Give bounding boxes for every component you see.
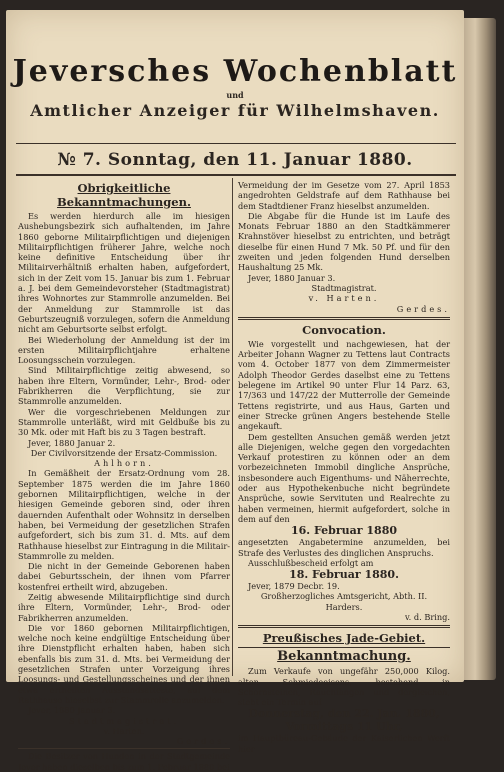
paragraph: angesetzten Angabetermine anzumelden, bei Strafe des Verlustes des dinglichen Anspruchs. (238, 537, 450, 558)
masthead-und: und (226, 90, 244, 100)
date-highlight: Donnerstag, den 22. Jan. 1880, (248, 707, 440, 721)
dateline: Jever, 1879 Decbr. 19. (248, 581, 340, 592)
time-highlight: Vormittags 11 Uhr, (285, 720, 403, 734)
paragraph: Zeitig abwesende Militairpflichtige sind durch ihre Eltern, Vormünder, Lehr-, Brod- oder Fabrikherren anzumelden. (18, 591, 230, 623)
signature-name-2: Gerdes. (176, 736, 230, 747)
signature: Der Civilvorsitzende der Ersatz-Commission. (30, 447, 218, 458)
section-heading: Convocation. (302, 322, 386, 337)
dateline: Jever, 1880 Januar 3. (248, 272, 336, 283)
signature-name: Ahlhorn. (94, 458, 154, 469)
signature: Großherzogliches Amtsgericht, Abth. II. (260, 591, 428, 602)
paragraph: Es werden hierdurch alle im hiesigen Aushebungsbezirk sich aufhaltenden, im Jahre 1860 geborne Militairpflichtigen und diejenigen Militairpflichtigen früherer Jahre, welche noch keine definitive Entscheidung über ihr Militairverhältniß erhalten haben, aufgefordert, sich in der Zeit vom 15. Januar bis zum 1. Februar a. J. bei dem Gemeindevorsteher (Stadtmagistrat) ihres Wohnortes zur Stammrolle anzumelden. Bei der Anmeldung zur Stammrolle ist das Geburtszeugniß vorzulegen, sofern die Anmeldung nicht am Geburtsorte selbst erfolgt. (18, 211, 230, 335)
masthead-title: Jeversches Wochenblatt (12, 54, 458, 89)
issue-line: № 7. Sonntag, den 11. Januar 1880. (57, 150, 413, 170)
separator (238, 647, 450, 648)
masthead (6, 54, 464, 120)
paragraph: Die Abgabe für die Hunde ist im Laufe des Monats Februar 1880 an den Stadtkämmerer Krahnstöver hieselbst zu entrichten, und beträgt dieselbe für einen Hund 7 Mk. 50 Pf. und für den zweiten und jeden folgenden Hund derselben Haushaltung 25 Mk. (238, 210, 450, 273)
right-column (238, 180, 450, 754)
section-heading: Preußisches Jade-Gebiet. (262, 631, 426, 646)
issue-rule-bottom (16, 174, 456, 176)
signature-name-2: v. d. Bring. (405, 611, 450, 622)
section-heading: Bekanntmachung. (277, 649, 411, 665)
paragraph: Die nicht in der Gemeinde Geborenen haben dabei Geburtsschein, der ihnen vom Pfarrer kostenfrei ertheilt wird, abzugeben. (18, 561, 230, 592)
paragraph: Ausschlußbescheid erfolgt am (248, 557, 374, 568)
separator (238, 625, 450, 628)
date-highlight: 16. Februar 1880 (290, 524, 398, 538)
paragraph: Zum Verkaufe von ungefähr 250,000 Kilog. alten Schmiedeeisens, bestehend in Schornsteinen, Rauchfängen und dergleichen, steht ein Termin auf (238, 666, 450, 708)
paragraph: Dem gestellten Ansuchen gemäß werden jetzt alle Diejenigen, welche gegen den vorgedachten Verkauf protestiren zu können oder an dem vorbezeichneten Immobil dingliche Ansprüche, insbesondere auch Eigenthums- und Näherrechte, oder aus Hypothekenbuche nicht begründete Ansprüche, sowie Servituten und Realrechte zu haben vermeinen, hiermit aufgefordert, solche in dem auf den (238, 431, 450, 524)
paragraph: In Gemäßheit der Ersatz-Ordnung vom 28. September 1875 werden die im Jahre 1860 gebornen Militairpflichtigen, welche in der hiesigen Gemeinde geboren sind, oder ihren dauernden Aufenthalt oder Wohnsitz in derselben haben, bei Vermeidung der gesetzlichen Strafen aufgefordert, sich bis zum 31. d. Mts. auf dem Rathhause hieselbst zur Eintragung in die Militair-Stammrolle zu melden. (18, 468, 230, 561)
separator (18, 748, 230, 749)
section-heading: Obrigkeitliche Bekanntmachungen. (57, 181, 191, 209)
paragraph: Die Besitzer von Hunden in der Stadtgemeinde Jever haben dieselben bis zum 1. Februar 1880 bei (18, 751, 230, 772)
paragraph: Die vor 1860 gebornen Militairpflichtigen, welche noch keine endgültige Entscheidung über ihre Dienstpflicht erhalten haben, haben sich ebenfalls bis zum 31. d. Mts. bei Vermeidung der gesetzlichen Strafen unter Vorzeigung ihres Loosungs- und Gestellungsscheines und der ihnen etwa ertheilten Ausstandsatteste, auf dem Rathhause hieselbst zur Stammrolle anzumelden. (18, 622, 230, 705)
issue-rule-top (16, 143, 456, 144)
dateline: Jever, 1880 Januar 3. (28, 705, 116, 716)
separator (238, 317, 450, 320)
signature: Stadtmagistrat. (69, 715, 179, 726)
paragraph: im Hauptbüreau-Gebäude der Kaiserlichen Werft hier (238, 733, 450, 754)
date-highlight: 18. Februar 1880. (289, 568, 399, 582)
column-divider (232, 178, 233, 676)
paragraph: Bei Wiederholung der Anmeldung ist der im ersten Militairpflichtjahre erhaltene Loosungsschein vorzulegen. (18, 334, 230, 366)
paragraph: Sind Militairpflichtige zeitig abwesend, so haben ihre Eltern, Vormünder, Lehr-, Brod- oder Fabrikherren die Verpflichtung, sie zur Stammrolle anzumelden. (18, 365, 230, 407)
dateline: Jever, 1880 Januar 2. (28, 437, 116, 448)
signature: Stadtmagistrat. (311, 282, 377, 293)
newspaper-page (6, 10, 464, 772)
masthead-subtitle: Amtlicher Anzeiger für Wilhelmshaven. (30, 101, 440, 120)
signature-name: Harders. (325, 601, 363, 612)
paragraph: Vermeidung der im Gesetze vom 27. April 1853 angedrohten Geldstrafe auf dem Rathhause bei dem Stadtdiener Franz hieselbst anzumelden. (238, 180, 450, 211)
paragraph: Wie vorgestellt und nachgewiesen, hat der Arbeiter Johann Wagner zu Tettens laut Contracts vom 4. October 1877 von dem Zimmermeister Adolph Theodor Gerdes daselbst eine zu Tettens belegene im Artikel 90 unter Flur 14 Parz. 63, 17/363 und 147/22 der Mutterrolle der Gemeinde Tettens registrirte, und aus Haus, Garten und einer Strecke grünen Angers bestehende Stelle angekauft. (238, 338, 450, 432)
book-spine (464, 18, 496, 680)
paragraph: Wer die vorgeschriebenen Meldungen zur Stammrolle unterläßt, wird mit Geldbuße bis zu 30 Mk. oder mit Haft bis zu 3 Tagen bestraft. (18, 406, 230, 438)
left-column (18, 180, 230, 772)
signature-name: v. Harten. (308, 293, 380, 304)
signature-name: v. Harten. (103, 725, 145, 736)
signature-name-2: Gerdes. (396, 303, 450, 314)
